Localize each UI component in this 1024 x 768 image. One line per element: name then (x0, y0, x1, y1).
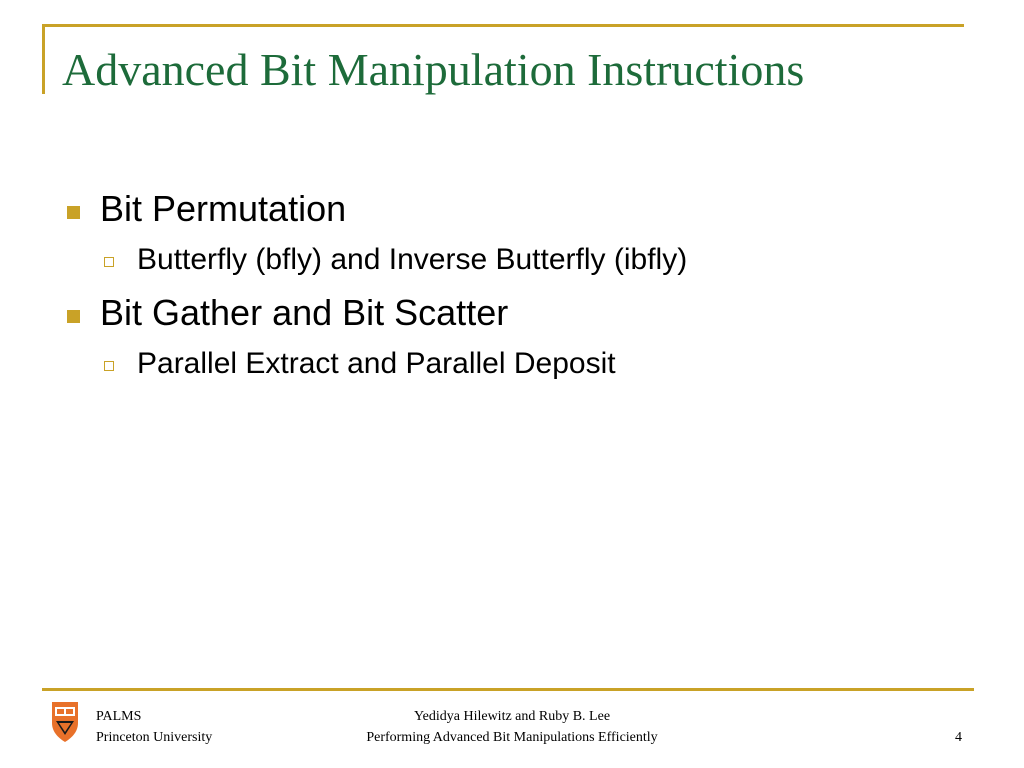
slide-title: Advanced Bit Manipulation Instructions (62, 44, 805, 95)
bullet-item (62, 290, 962, 336)
sub-bullet-item (62, 344, 962, 384)
footer-lab-name: PALMS (96, 709, 142, 724)
princeton-shield-icon (50, 699, 80, 743)
title-frame-top-line (42, 24, 964, 27)
sub-bullet-text: Parallel Extract and Parallel Deposit (137, 347, 616, 380)
footer-paper-title: Performing Advanced Bit Manipulations Efficiently (366, 730, 658, 745)
square-bullet-icon (67, 310, 80, 323)
footer-authors: Yedidya Hilewitz and Ruby B. Lee (413, 709, 611, 724)
title-frame-left-line (42, 24, 45, 94)
bullet-list (62, 186, 962, 394)
hollow-square-bullet-icon (104, 361, 114, 371)
bullet-item (62, 186, 962, 232)
footer-rule (42, 688, 974, 691)
bullet-text: Bit Permutation (100, 188, 347, 229)
sub-bullet-text: Butterfly (bfly) and Inverse Butterfly (ibfly) (137, 243, 688, 276)
footer-organization (96, 706, 212, 748)
footer-university: Princeton University (96, 730, 213, 745)
sub-bullet-item (62, 240, 962, 280)
square-bullet-icon (67, 206, 80, 219)
bullet-text: Bit Gather and Bit Scatter (100, 292, 509, 333)
hollow-square-bullet-icon (104, 257, 114, 267)
page-number: 4 (955, 730, 962, 745)
footer-citation (312, 706, 712, 748)
